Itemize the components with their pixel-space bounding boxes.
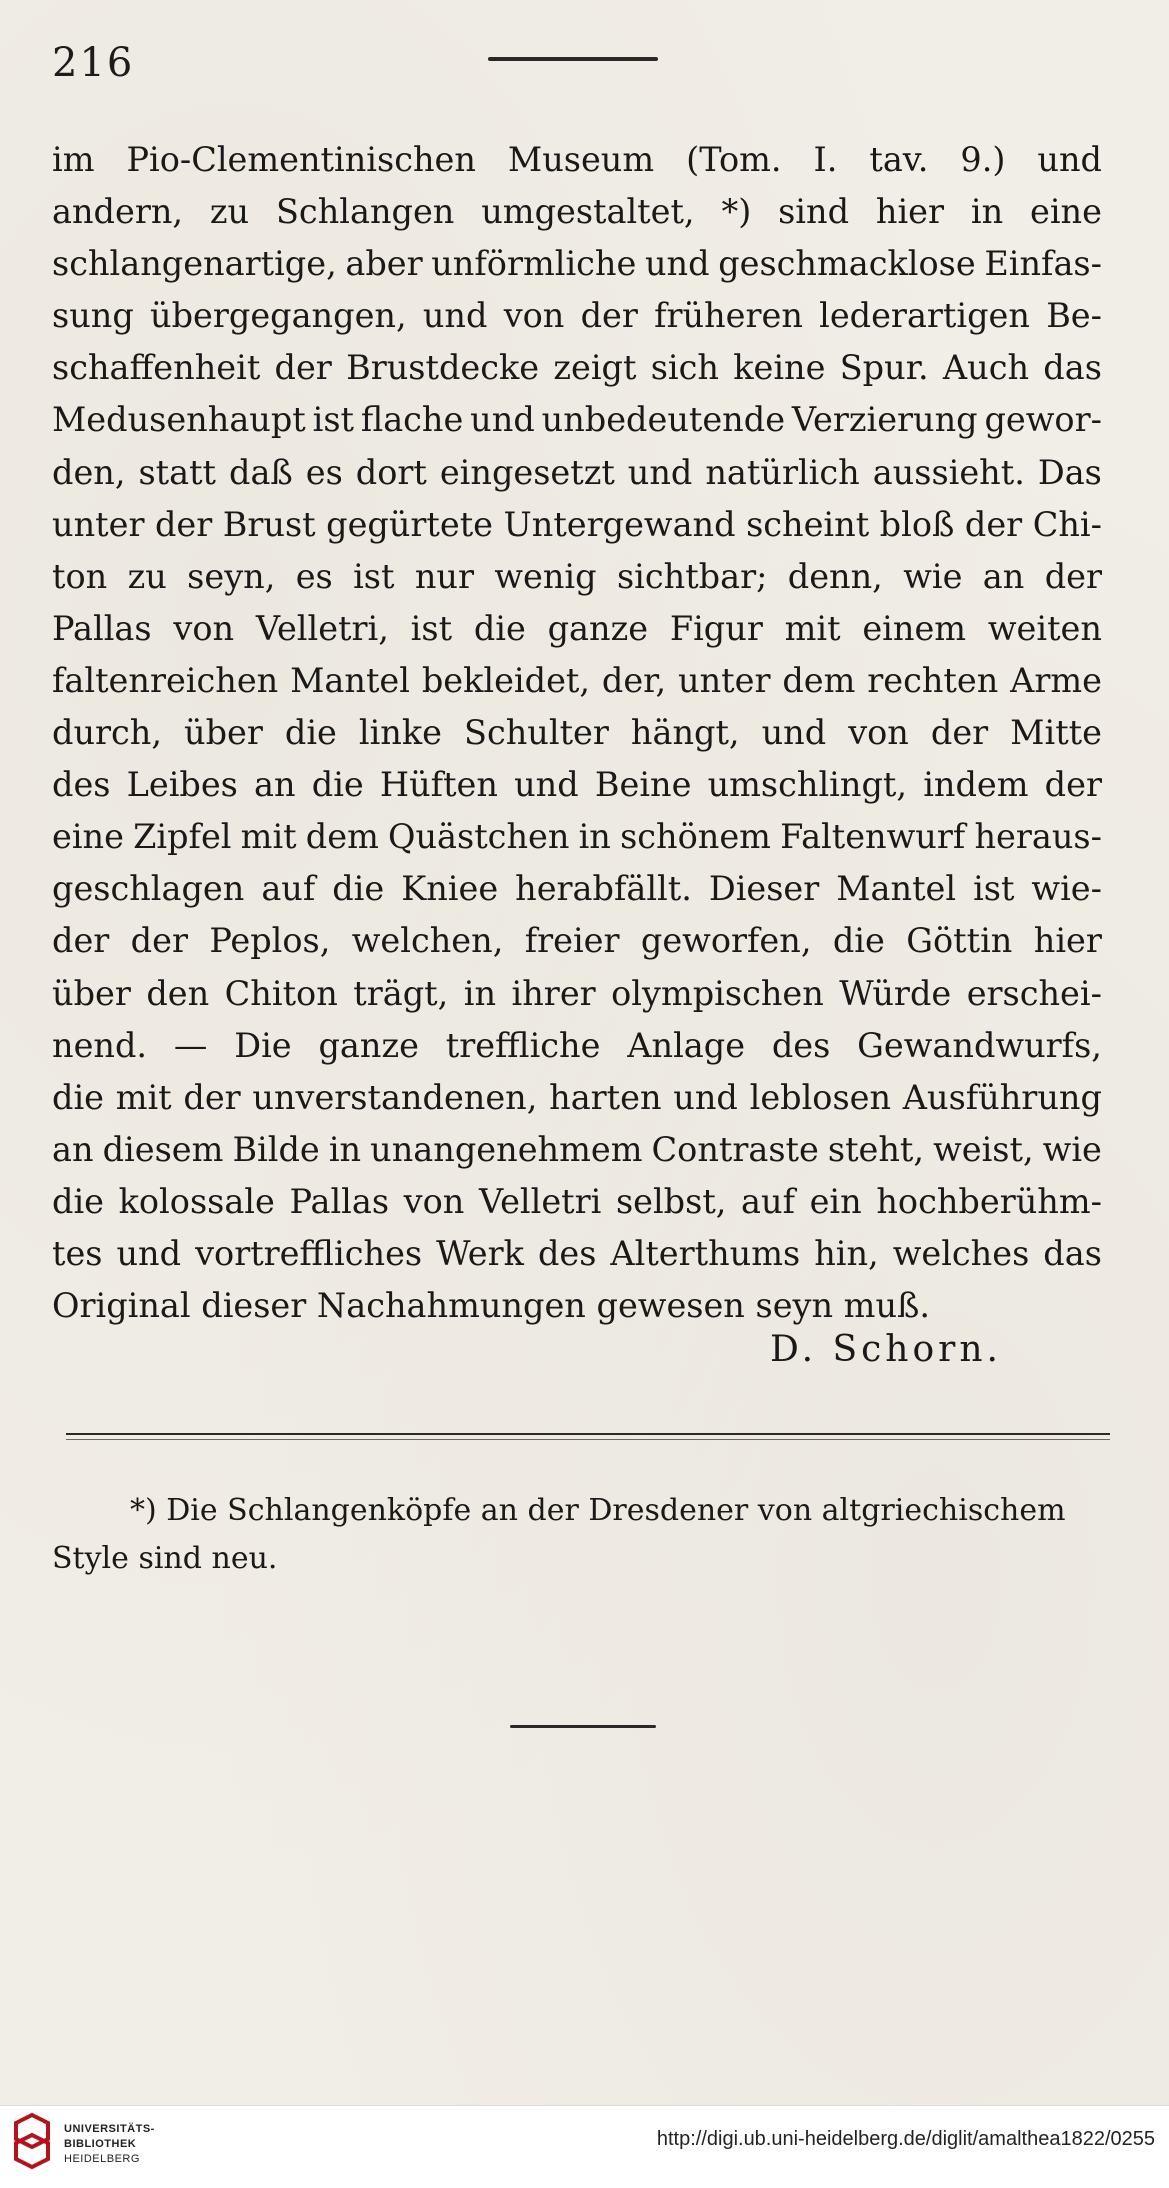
text-line: sung übergegangen, und von der früheren lederartigen Be- [52,296,1102,336]
header-rule [488,57,658,61]
footnote-line: Style sind neu. [52,1541,278,1576]
footnote [52,1487,1102,1583]
text-line: eine Zipfel mit dem Quästchen in schönem Faltenwurf heraus- [52,817,1102,857]
end-rule [510,1725,656,1728]
body-text [52,134,1102,1332]
text-line: geschlagen auf die Kniee herabfällt. Dieser Mantel ist wie- [52,869,1102,909]
text-line: Medusenhaupt ist flache und unbedeutende Verzierung gewor- [52,400,1102,440]
footnote-line: *) Die Schlangenköpfe an der Dresdener von altgriechischem [130,1493,1066,1528]
text-line: unter der Brust gegürtete Untergewand scheint bloß der Chi- [52,504,1102,544]
text-line: ton zu seyn, es ist nur wenig sichtbar; denn, wie an der [52,556,1102,596]
footnote-separator-thin [66,1439,1110,1440]
text-line: schlangenartige, aber unförmliche und geschmacklose Einfas- [52,244,1102,284]
text-line: durch, über die linke Schulter hängt, und von der Mitte [52,713,1102,753]
library-name: UNIVERSITÄTS- BIBLIOTHEK HEIDELBERG [64,2123,155,2165]
text-line: tes und vortreffliches Werk des Alterthums hin, welches das [52,1233,1102,1273]
page-number: 216 [52,40,135,86]
text-line: des Leibes an die Hüften und Beine umschlingt, indem der [52,765,1102,805]
text-line: über den Chiton trägt, in ihrer olympischen Würde erschei- [52,973,1102,1013]
text-line: im Pio-Clementinischen Museum (Tom. I. tav. 9.) und [52,140,1102,179]
library-logo-icon [12,2113,52,2173]
text-line: Original dieser Nachahmungen gewesen seyn muß. [52,1286,931,1326]
text-line: andern, zu Schlangen umgestaltet, *) sind hier in eine [52,192,1102,232]
text-line: faltenreichen Mantel bekleidet, der, unter dem rechten Arme [52,660,1102,700]
source-url[interactable]: http://digi.ub.uni-heidelberg.de/diglit/amalthea1822/0255 [656,2128,1155,2150]
text-line: die mit der unverstandenen, harten und leblosen Ausführung [52,1077,1102,1117]
text-line: Pallas von Velletri, ist die ganze Figur mit einem weiten [52,608,1102,648]
text-line: die kolossale Pallas von Velletri selbst, auf ein hochberühm- [52,1181,1102,1221]
footnote-separator [66,1433,1110,1435]
text-line: den, statt daß es dort eingesetzt und natürlich aussieht. Das [52,452,1102,492]
text-line: der der Peplos, welchen, freier geworfen, die Göttin hier [52,921,1102,961]
text-line: nend. — Die ganze treffliche Anlage des Gewandwurfs, [52,1025,1102,1065]
author-signature: D. Schorn. [770,1329,1002,1370]
text-line: an diesem Bilde in unangenehmem Contraste steht, weist, wie [52,1129,1102,1169]
text-line: schaffenheit der Brustdecke zeigt sich keine Spur. Auch das [52,348,1102,388]
